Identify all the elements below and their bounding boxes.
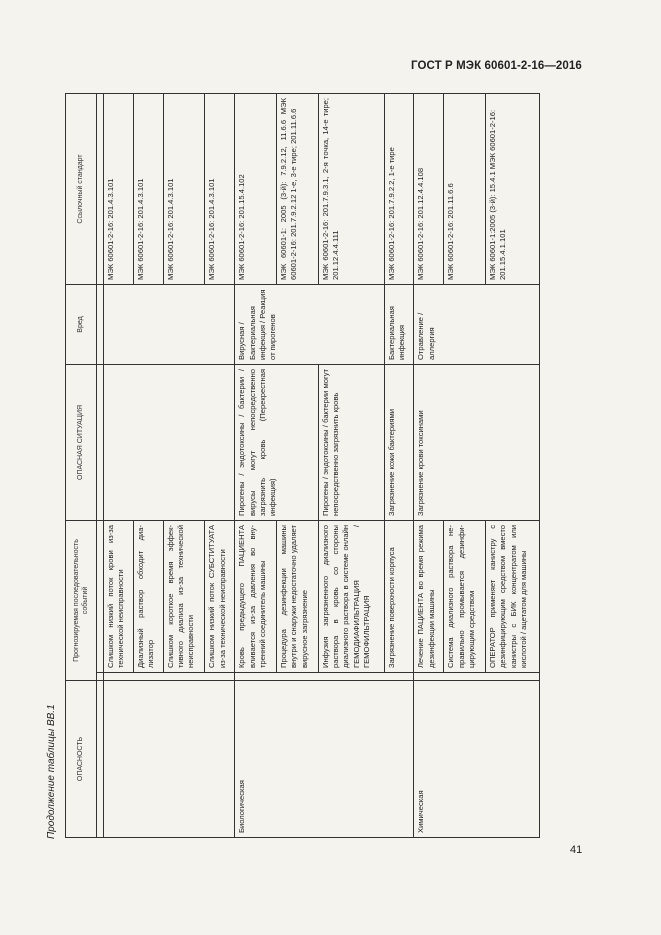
hazard-cell-chemical: Химическая bbox=[414, 681, 540, 838]
hazards-table bbox=[65, 93, 540, 838]
sequence-cell: Загрязнение поверхности корпуса bbox=[384, 520, 414, 672]
situation-cell: Загрязнение крови токсинами bbox=[414, 364, 540, 520]
table-row bbox=[104, 93, 134, 837]
table-row bbox=[235, 93, 277, 837]
table-header-row bbox=[66, 93, 97, 837]
sequence-cell: Слишком короткое время эффективного диализа из-за технической неисправности bbox=[163, 520, 205, 672]
col-header-standard: Ссылочный стандарт bbox=[66, 93, 97, 284]
harm-cell: Отравление / аллергия bbox=[414, 284, 540, 364]
standard-cell: МЭК 60601-2-16: 201.12.4.4.108 bbox=[414, 93, 444, 284]
standard-cell: МЭК 60601-2-16: 201.7.9.3.1, 2-я точка, 14-е тире; 201.12.4.4.111 bbox=[318, 93, 384, 284]
spacer-cell bbox=[97, 93, 104, 284]
standard-cell: МЭК 60601-2-16: 201.4.3.101 bbox=[205, 93, 235, 284]
sequence-cell: Слишком низкий поток СУБСТИТУАТА из-за технической неисправности bbox=[205, 520, 235, 672]
col-header-situation: ОПАСНАЯ СИТУАЦИЯ bbox=[66, 364, 97, 520]
standard-cell: МЭК 60601-2-16: 201.15.4.102 bbox=[235, 93, 277, 284]
situation-cell bbox=[104, 364, 235, 520]
standard-cell: МЭК 60601-1: 2005 (3-й): 7.9.2.12, 11.6.6 МЭК 60601-2-16: 201.7.9.2.12 1-е, 3-е тире; 201.11.6.6 bbox=[277, 93, 319, 284]
sequence-cell: Система диализного раствора неправильно промывается дезинфицирующим средством bbox=[444, 520, 486, 672]
spacer-cell bbox=[97, 364, 104, 520]
hazard-cell-biological: Биологическая bbox=[235, 681, 414, 838]
situation-cell: Пирогены / эндотоксины / бактерии / вирусы могут непосредственно загрязнить кровь (Перекрестная инфекция) bbox=[235, 364, 319, 520]
indent-cell bbox=[414, 673, 540, 681]
table-caption: Продолжение таблицы ВВ.1 bbox=[46, 704, 57, 839]
harm-cell bbox=[104, 284, 235, 364]
col-header-hazard: ОПАСНОСТЬ bbox=[66, 681, 97, 838]
standard-cell: МЭК 60601-2-16: 201.4.3.101 bbox=[104, 93, 134, 284]
sequence-cell: ОПЕРАТОР применяет канистру с дезинфицирующим средством вместо канистры с БИК концентратом или кислотой / ацетатом для машины bbox=[486, 520, 540, 672]
standard-cell: МЭК 60601-2-16: 201.4.3.101 bbox=[163, 93, 205, 284]
sequence-cell: Диализный раствор обходит диализатор bbox=[133, 520, 163, 672]
indent-cell bbox=[104, 673, 235, 681]
sequence-cell: Инфузия загрязненного диализного раствора в кровь со стороны диализного раствора в системе онлайн ГЕМОДИАФИЛЬТРАЦИЯ / ГЕМОФИЛЬТРАЦИЯ bbox=[318, 520, 384, 672]
standard-cell: МЭК 60601-2-16: 201.4.3.101 bbox=[133, 93, 163, 284]
situation-cell: Пирогены / эндотоксины / бактерии могут непосредственно загрязнить кровь bbox=[318, 364, 384, 520]
page-number: 41 bbox=[570, 844, 583, 856]
standard-title: ГОСТ Р МЭК 60601-2-16—2016 bbox=[411, 60, 582, 72]
harm-cell: Бактериальная инфекция bbox=[384, 284, 414, 364]
standard-cell: МЭК 60601-1:2005 (3-й): 15.4.1 МЭК 60601-2-16: 201.15.4.1.101 bbox=[486, 93, 540, 284]
harm-cell: Вирусная / Бактериальная инфекция / Реакция от пирогенов bbox=[235, 284, 384, 364]
sequence-cell: Процедура дезинфекции машины внутри и снаружи недостаточно удаляет вирусное загрязнение bbox=[277, 520, 319, 672]
standard-cell: МЭК 60601-2-16: 201.7.9.2.2, 1-е тире bbox=[384, 93, 414, 284]
sequence-cell: Лечение ПАЦИЕНТА во время режима дезинфекции машины bbox=[414, 520, 444, 672]
spacer-cell bbox=[97, 520, 104, 672]
col-header-harm: Вред bbox=[66, 284, 97, 364]
col-header-sequence: Прогнозируемая последовательность событий bbox=[66, 520, 97, 680]
indent-cell bbox=[97, 673, 104, 681]
spacer-cell bbox=[97, 681, 104, 838]
sequence-cell: Слишком низкий поток крови из-за технической неисправности bbox=[104, 520, 134, 672]
standard-cell: МЭК 60601-2-16: 201.11.6.6 bbox=[444, 93, 486, 284]
table-row bbox=[414, 93, 444, 837]
sequence-cell: Кровь предыдущего ПАЦИЕНТА вливается из-за давления во внутренний соединитель машины bbox=[235, 520, 277, 672]
table-spacer-row bbox=[97, 93, 104, 837]
spacer-cell bbox=[97, 284, 104, 364]
hazard-cell-continued bbox=[104, 681, 235, 838]
situation-cell: Загрязнение кожи бактериями bbox=[384, 364, 414, 520]
indent-cell bbox=[235, 673, 414, 681]
